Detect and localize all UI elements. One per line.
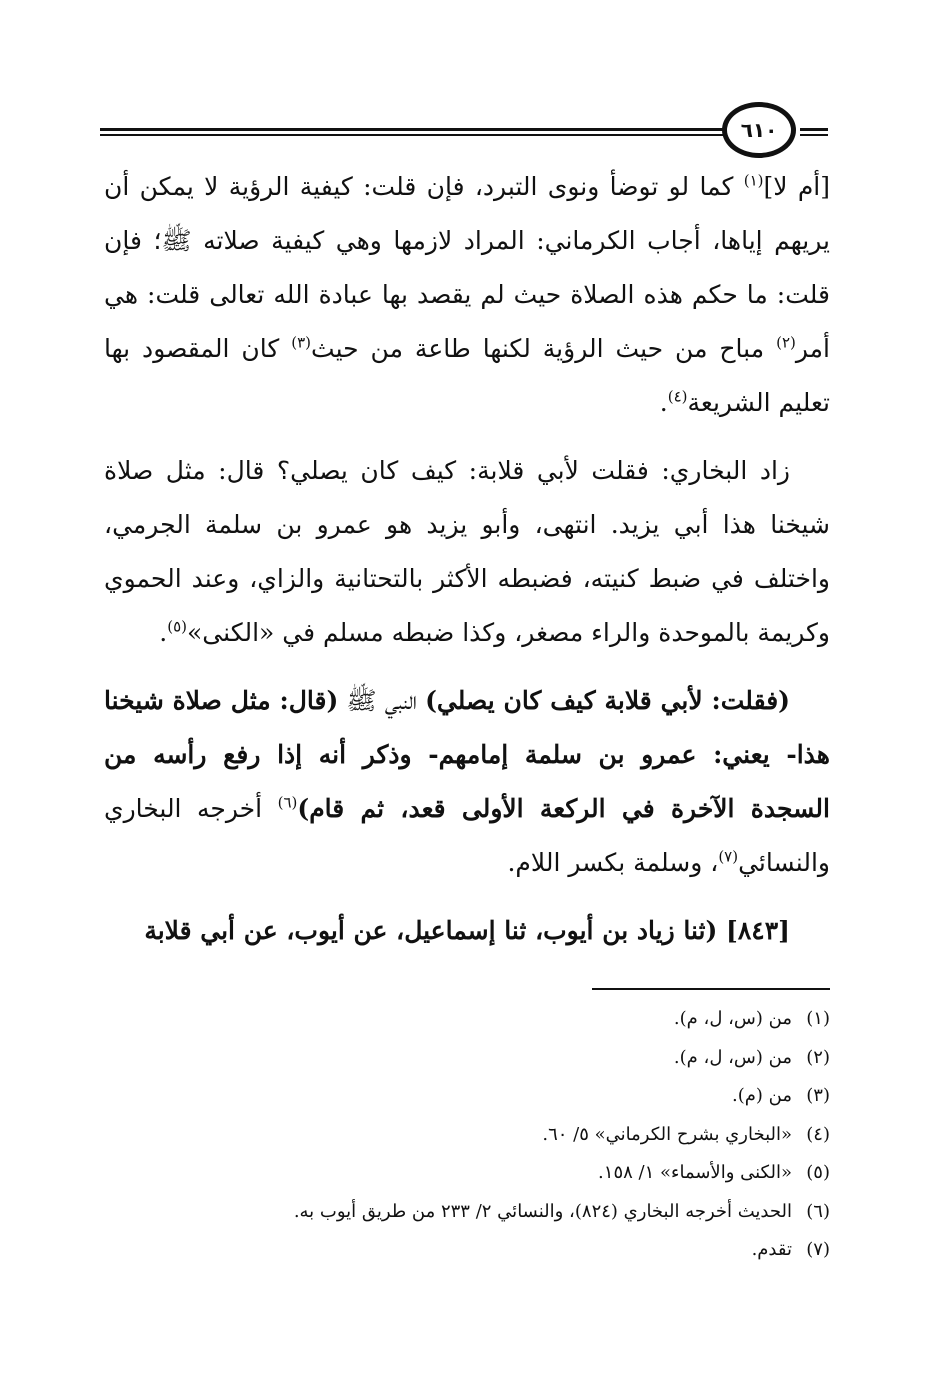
footnote-number: (٦)	[806, 1200, 830, 1222]
footnote-marker: (٤)	[667, 387, 688, 406]
paragraph	[104, 674, 830, 890]
footnote	[104, 1154, 830, 1193]
footnote-text: من (س، ل، م).	[673, 1046, 792, 1068]
footnote-text: من (س، ل، م).	[673, 1008, 792, 1029]
text-segment: كان المقصود بها تعليم الشريعة	[104, 334, 830, 417]
main-text	[104, 160, 830, 972]
footnote-number: (١)	[806, 1008, 830, 1029]
footnote-marker: (٦)	[277, 793, 298, 812]
footnote-text: من (م).	[732, 1085, 792, 1106]
paragraph	[104, 160, 830, 430]
text-segment: [أم لا]	[763, 172, 831, 201]
footnote-text: «البخاري بشرح الكرماني» ٥/ ٦٠.	[542, 1123, 792, 1145]
header-rule-thin	[100, 134, 728, 136]
bold-text: (فقلت: لأبي قلابة كيف كان يصلي)	[425, 686, 790, 715]
text-segment: .	[159, 618, 168, 647]
page-number-medallion	[722, 102, 796, 158]
footnote	[104, 1000, 830, 1039]
text-segment: مباح من حيث الرؤية لكنها طاعة من حيث	[311, 334, 777, 363]
footnote-marker: (٧)	[718, 847, 739, 866]
text-segment: النبي ﷺ	[338, 686, 426, 715]
page-header	[100, 100, 828, 160]
bold-text: (قال: مثل صلاة شيخنا هذا- يعني: عمرو بن سلمة إمامهم- وذكر أنه إذا رفع رأسه من السجدة الآخرة في الركعة الأولى قعد، ثم قام)	[104, 686, 830, 823]
paragraph	[104, 904, 830, 958]
footnote-number: (٧)	[806, 1239, 830, 1260]
footnotes	[104, 1000, 830, 1270]
text-segment: أخرجه البخاري والنسائي	[104, 794, 830, 877]
text-segment: زاد البخاري: فقلت لأبي قلابة: كيف كان يصلي؟ قال: مثل صلاة شيخنا هذا أبي يزيد. انتهى، وأبو يزيد هو عمرو بن سلمة الجرمي، واختلف في ضبط كنيته، فضبطه الأكثر بالتحتانية والزاي، وعند الحموي وكريمة بالموحدة والراء مصغر، وكذا ضبطه مسلم في «الكنى»	[104, 456, 830, 647]
paragraph	[104, 444, 830, 660]
header-rule	[100, 128, 728, 131]
header-rule-right-thin	[800, 134, 828, 136]
footnote	[104, 1039, 830, 1078]
footnote-text: «الكنى والأسماء» ١/ ١٥٨.	[598, 1162, 792, 1183]
footnote-text: تقدم.	[751, 1239, 792, 1260]
footnote	[104, 1077, 830, 1116]
footnote-number: (٣)	[806, 1085, 830, 1106]
footnote-marker: (٥)	[167, 617, 188, 636]
bold-text: [٨٤٣] (ثنا زياد بن أيوب، ثنا إسماعيل، عن أيوب، عن أبي قلابة	[144, 916, 790, 945]
text-segment: كما لو توضأ ونوى التبرد، فإن قلت: كيفية الرؤية لا يمكن أن يريهم إياها، أجاب الكرماني: المراد لازمها وهي كيفية صلاته ﷺ؛ فإن قلت: ما حكم هذه الصلاة حيث لم يقصد بها عبادة الله تعالى قلت: هي أمر	[104, 172, 830, 363]
footnote-number: (٢)	[806, 1046, 830, 1068]
header-rule-right	[800, 128, 828, 131]
page-number: ٦١٠	[740, 118, 778, 142]
footnote	[104, 1231, 830, 1270]
footnote-text: الحديث أخرجه البخاري (٨٢٤)، والنسائي ٢/ ٢٣٣ من طريق أيوب به.	[293, 1200, 792, 1222]
footnote	[104, 1193, 830, 1232]
footnote-marker: (١)	[743, 171, 764, 190]
footnote-marker: (٣)	[291, 333, 312, 352]
text-segment: ، وسلمة بكسر اللام.	[507, 848, 719, 877]
footnote	[104, 1116, 830, 1155]
footnote-marker: (٢)	[776, 333, 796, 352]
footnote-separator	[592, 988, 830, 990]
footnote-number: (٥)	[806, 1162, 830, 1183]
footnote-number: (٤)	[806, 1123, 830, 1145]
text-segment: .	[659, 388, 668, 417]
